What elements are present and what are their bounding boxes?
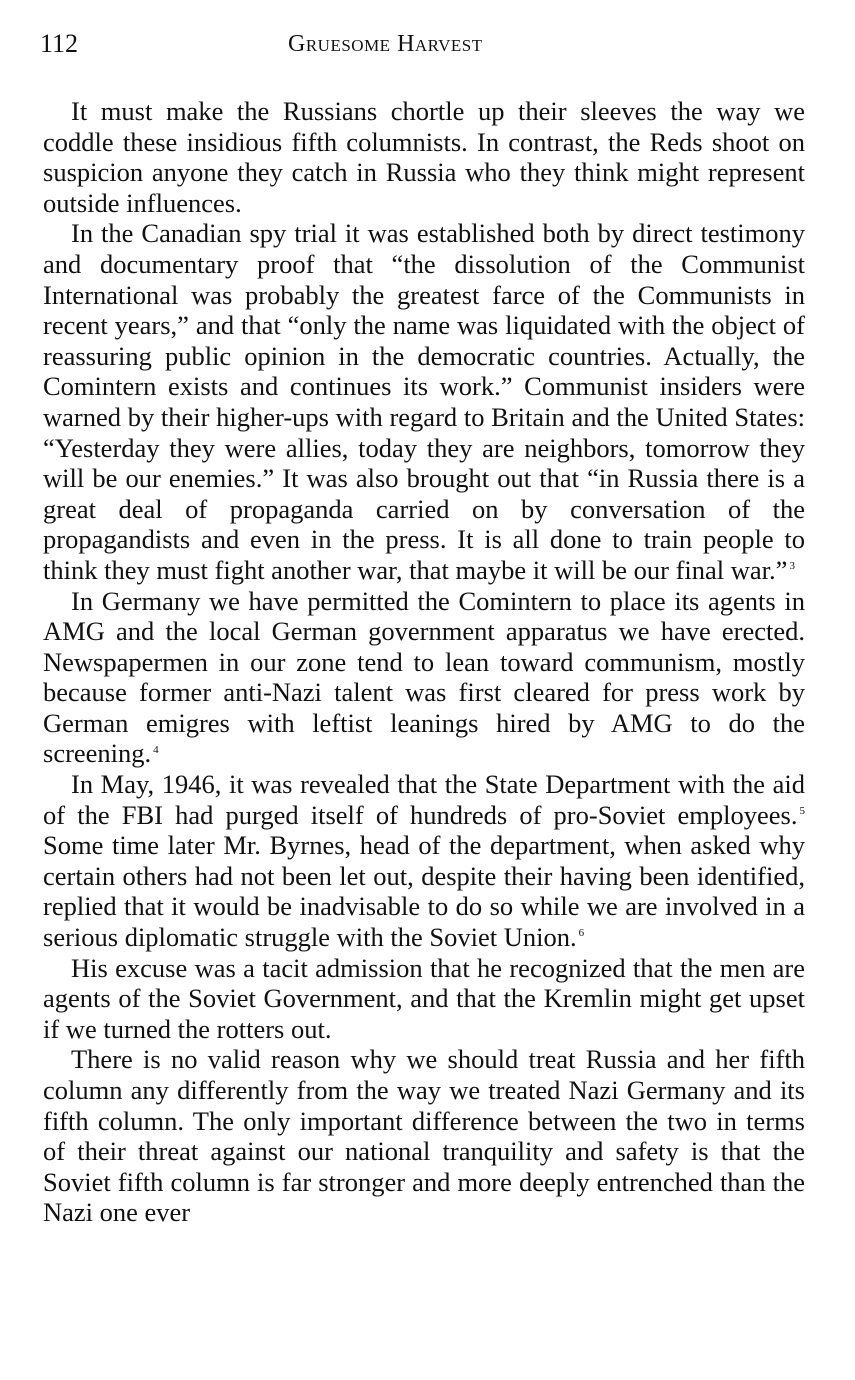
paragraph-text: In May, 1946, it was revealed that the State Department with the aid of the FBI had purged itself of hundreds of pro-Soviet employees. (43, 769, 805, 830)
paragraph-4 (43, 769, 805, 953)
paragraph-text: In the Canadian spy trial it was established both by direct testimony and documentary proof that “the dissolution of the Communist International was probably the greatest farce of the Communists in recent years,” and that “only the name was liquidated with the object of reassuring public opinion in the democratic countries. Actually, the Comintern exists and continues its work.” Communist insiders were warned by their higher-ups with regard to Britain and the United States: “Yesterday they were allies, today they are neighbors, tomorrow they will be our enemies.” It was also brought out that “in Russia there is a great deal of propaganda carried on by conversation of the propagandists and even in the press. It is all done to train people to think they must fight another war, that maybe it will be our final war.” (43, 218, 805, 585)
footnote-marker: 5 (799, 804, 805, 817)
running-title: Gruesome Harvest (288, 31, 483, 57)
paragraph-text: It must make the Russians chortle up their sleeves the way we coddle these insidious fifth columnists. In contrast, the Reds shoot on suspicion anyone they catch in Russia who they think might represent outside influences. (43, 96, 805, 218)
paragraph-3 (43, 586, 805, 770)
paragraph-1 (43, 96, 805, 218)
body-text (43, 96, 805, 1228)
paragraph-text: Some time later Mr. Byrnes, head of the department, when asked why certain others had not been let out, despite their having been identified, replied that it would be inadvisable to do so while we are involved in a serious diplomatic struggle with the Soviet Union. (43, 830, 805, 953)
paragraph-text: There is no valid reason why we should treat Russia and her fifth column any differently from the way we treated Nazi Germany and its fifth column. The only important difference between the two in terms of their threat against our national tranquility and safety is that the Soviet fifth column is far stronger and more deeply entrenched than the Nazi one ever (43, 1044, 805, 1228)
paragraph-text: In Germany we have permitted the Comintern to place its agents in AMG and the local German government apparatus we have erected. Newspapermen in our zone tend to lean toward communism, mostly because former anti-Nazi talent was first cleared for press work by German emigres with leftist leanings hired by AMG to do the screening. (43, 585, 805, 769)
page-number: 112 (40, 29, 79, 58)
paragraph-6 (43, 1044, 805, 1228)
footnote-marker: 6 (578, 927, 585, 940)
footnote-marker: 4 (153, 743, 159, 756)
footnote-marker: 3 (789, 560, 795, 573)
page-header (40, 24, 805, 64)
paragraph-2 (43, 218, 805, 585)
paragraph-5 (43, 953, 805, 1045)
paragraph-text: His excuse was a tacit admission that he recognized that the men are agents of the Soviet Government, and that the Kremlin might get upset if we turned the rotters out. (43, 952, 805, 1044)
